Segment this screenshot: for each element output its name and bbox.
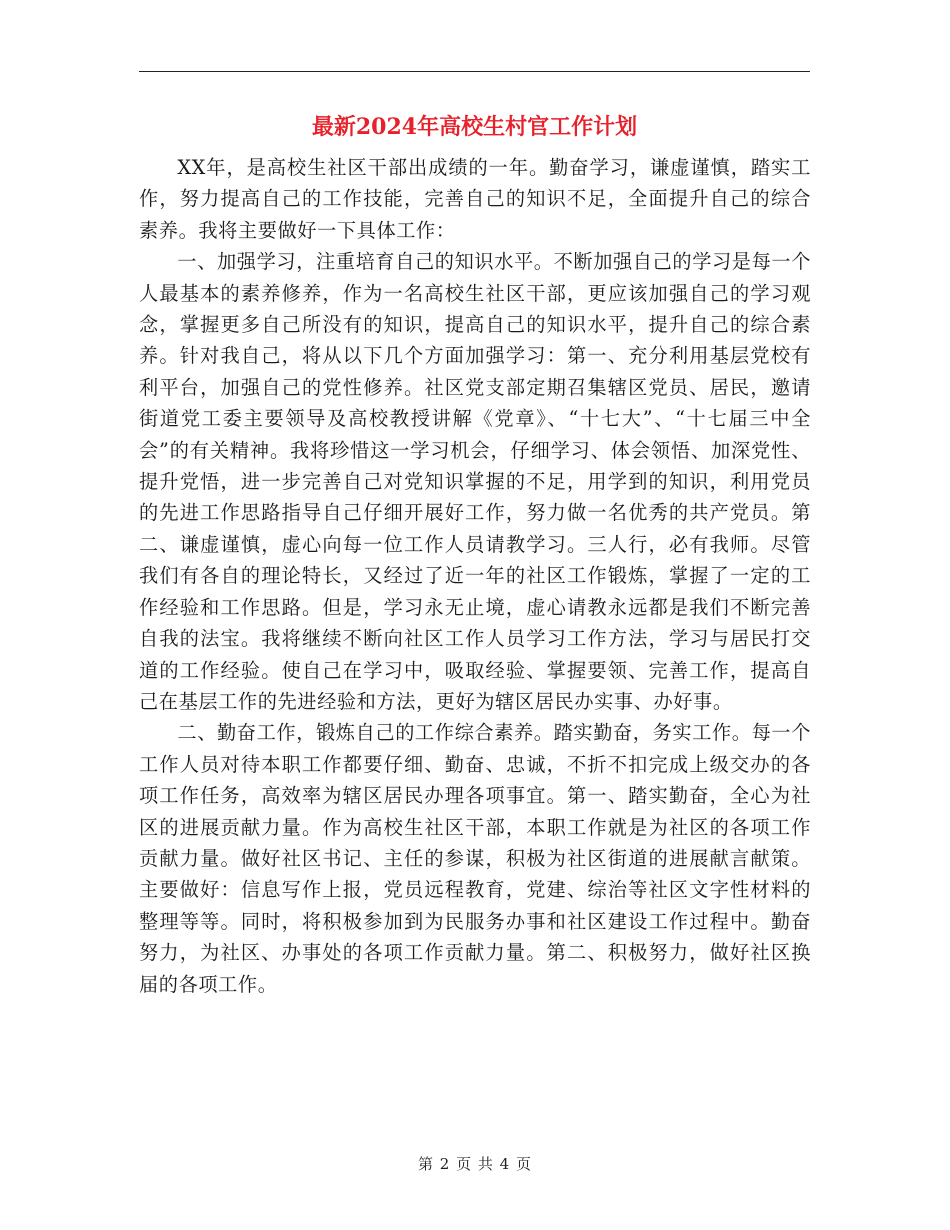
paragraph-study: 一、加强学习，注重培育自己的知识水平。不断加强自己的学习是每一个人最基本的素养修养，作为一名高校生社区干部，更应该加强自己的学习观念，掌握更多自己所没有的知识，提高自己的知识水平，提升自己的综合素养。针对我自己，将从以下几个方面加强学习：第一、充分利用基层党校有利平台，加强自己的党性修养。社区党支部定期召集辖区党员、居民，邀请街道党工委主要领导及高校教授讲解《党章》、“十七大”、“十七届三中全会”的有关精神。我将珍惜这一学习机会，仔细学习、体会领悟、加深党性、提升党悟，进一步完善自己对党知识掌握的不足，用学到的知识，利用党员的先进工作思路指导自己仔细开展好工作，努力做一名优秀的共产党员。第二、谦虚谨慎，虚心向每一位工作人员请教学习。三人行，必有我师。尽管我们有各自的理论特长，又经过了近一年的社区工作锻炼，掌握了一定的工作经验和工作思路。但是，学习永无止境，虚心请教永远都是我们不断完善自我的法宝。我将继续不断向社区工作人员学习工作方法，学习与居民打交道的工作经验。使自己在学习中，吸取经验、掌握要领、完善工作，提高自己在基层工作的先进经验和方法，更好为辖区居民办实事、办好事。 [139,250,811,713]
paragraph-intro: XX年，是高校生社区干部出成绩的一年。勤奋学习，谦虚谨慎，踏实工作，努力提高自己的工作技能，完善自己的知识不足，全面提升自己的综合素养。我将主要做好一下具体工作： [139,156,811,242]
document-body [139,152,811,1000]
document-title: 最新2024年高校生村官工作计划 [311,114,638,140]
header-rule [139,71,810,72]
page-number: 第 2 页 共 4 页 [418,1155,532,1173]
paragraph-work: 二、勤奋工作，锻炼自己的工作综合素养。踏实勤奋，务实工作。每一个工作人员对待本职工作都要仔细、勤奋、忠诚，不折不扣完成上级交办的各项工作任务，高效率为辖区居民办理各项事宜。第一、踏实勤奋，全心为社区的进展贡献力量。作为高校生社区干部，本职工作就是为社区的各项工作贡献力量。做好社区书记、主任的参谋，积极为社区街道的进展献言献策。主要做好：信息写作上报，党员远程教育，党建、综治等社区文字性材料的整理等等。同时，将积极参加到为民服务办事和社区建设工作过程中。勤奋努力，为社区、办事处的各项工作贡献力量。第二、积极努力，做好社区换届的各项工作。 [139,721,811,996]
